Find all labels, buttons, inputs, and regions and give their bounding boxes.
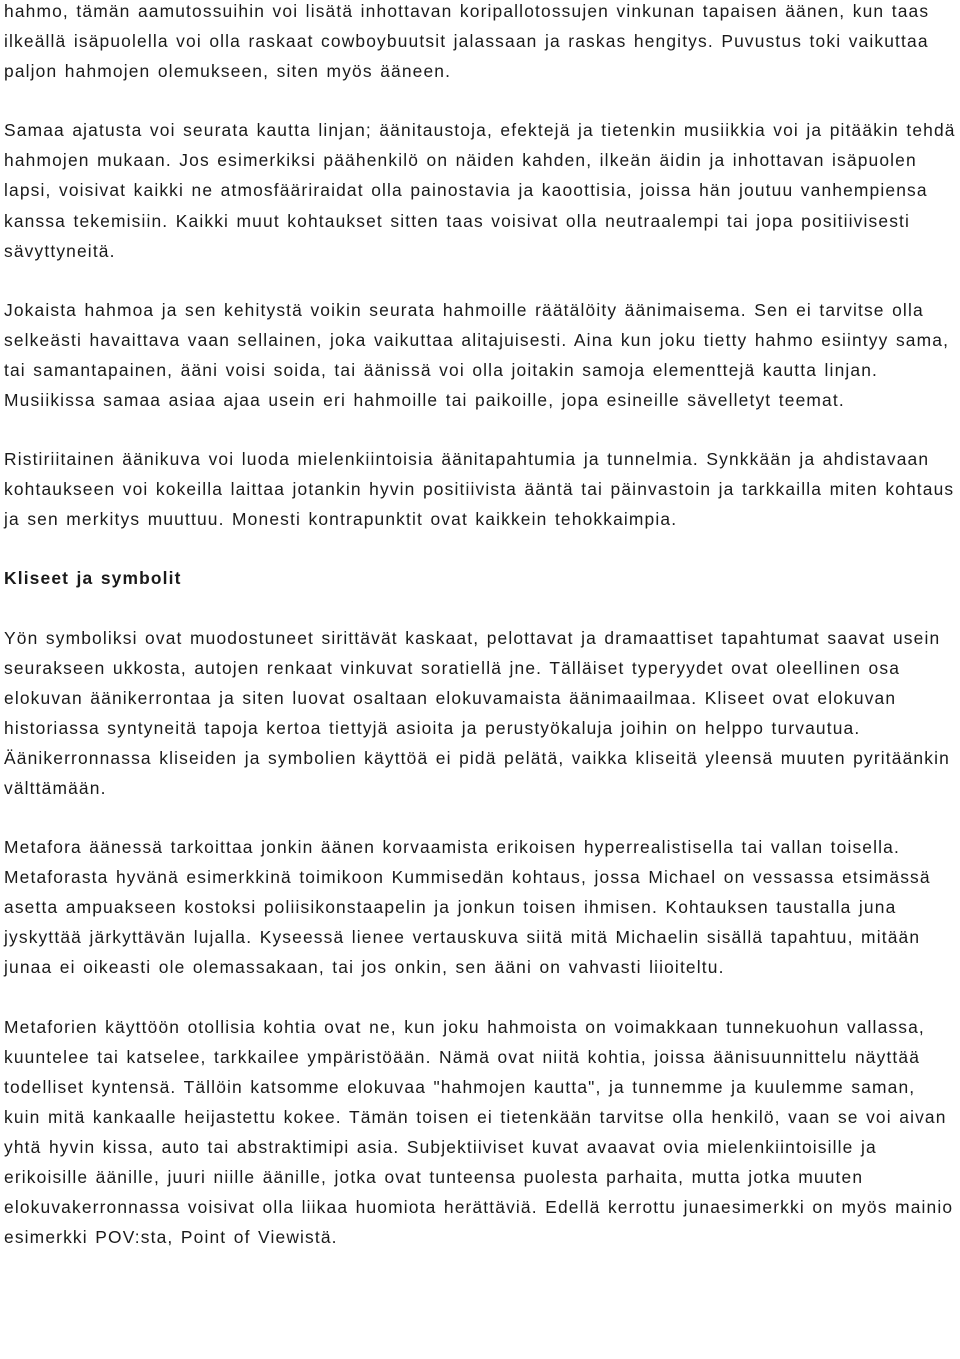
- paragraph-metaphor-usage: Metaforien käyttöön otollisia kohtia ovat ne, kun joku hahmoista on voimakkaan tunnekuohun vallassa, kuuntelee tai katselee, tarkkailee ympäristöään. Nämä ovat niitä kohtia, joissa äänisuunnittelu näyttää todelliset kyntensä. Tällöin katsomme elokuvaa "hahmojen kautta", ja tunnemme ja kuulemme saman, kuin mitä kankaalle heijastettu kokee. Tämän toisen ei tietenkään tarvitse olla henkilö, vaan se voi aivan yhtä hyvin kissa, auto tai abstraktimipi asia. Subjektiiviset kuvat avaavat ovia mielenkiintoisille ja erikoisille äänille, juuri niille äänille, jotka ovat tunteensa puolesta parhaita, mutta jotka muuten elokuvakerronnassa voisivat olla liikaa huomiota herättäviä. Edellä kerrottu junaesimerkki on myös mainio esimerkki POV:sta, Point of Viewistä.: [4, 1016, 954, 1248]
- paragraph-character-soundscape: Jokaista hahmoa ja sen kehitystä voikin seurata hahmoille räätälöity äänimaisema. Sen ei tarvitse olla selkeästi havaittava vaan sellainen, joka vaikuttaa alitajuisesti. Aina kun joku tietty hahmo esiintyy sama, tai samantapainen, ääni voisi soida, tai äänissä voi olla joitakin samoja elementtejä kautta linjan. Musiikissa samaa asiaa ajaa usein eri hahmoille tai paikoille, jopa esineille sävelletyt teemat.: [4, 299, 950, 411]
- document-page: [4, 0, 956, 1281]
- section-heading-cliches: Kliseet ja symbolit: [4, 568, 182, 589]
- paragraph-contrapuntal-sound: Ristiriitainen äänikuva voi luoda mielenkiintoisia äänitapahtumia ja tunnelmia. Synkkään ja ahdistavaan kohtaukseen voi kokeilla laittaa jotankin hyvin positiivista ääntä tai päinvastoin ja tarkkailla miten kohtaus ja sen merkitys muuttuu. Monesti kontrapunktit ovat kaikkein tehokkaimpia.: [4, 449, 955, 530]
- paragraph-metaphor: Metafora äänessä tarkoittaa jonkin äänen korvaamista erikoisen hyperrealistisella tai vallan toisella. Metaforasta hyvänä esimerkkinä toimikoon Kummisedän kohtaus, jossa Michael on vessassa etsimässä asetta ampuakseen kostoksi poliisikonstaapelin ja jonkun toisen ihmisen. Kohtauksen taustalla juna jyskyttää järkyttävän lujalla. Kyseessä lienee vertauskuva siitä mitä Michaelin sisällä tapahtuu, mitään junaa ei oikeasti ole olemassakaan, tai jos onkin, sen ääni on vahvasti liioiteltu.: [4, 837, 931, 978]
- paragraph-character-atmosphere: Samaa ajatusta voi seurata kautta linjan; äänitaustoja, efektejä ja tietenkin musiikkia voi ja pitääkin tehdä hahmojen mukaan. Jos esimerkiksi päähenkilö on näiden kahden, ilkeän äidin ja inhottavan isäpuolen lapsi, voisivat kaikki ne atmosfääriraidat olla painostavia ja kaoottisia, joissa hän joutuu vanhempiensa kanssa tekemisiin. Kaikki muut kohtaukset sitten taas voisivat olla neutraalempi tai jopa positiivisesti sävyttyneitä.: [4, 120, 956, 261]
- paragraph-cliches: Yön symboliksi ovat muodostuneet sirittävät kaskaat, pelottavat ja dramaattiset tapahtumat saavat usein seurakseen ukkosta, autojen renkaat vinkuvat soratiellä jne. Tälläiset typeryydet ovat oleellinen osa elokuvan äänikerrontaa ja siten luovat osaltaan elokuvamaista äänimaailmaa. Kliseet ovat elokuvan historiassa syntyneitä tapoja kertoa tiettyjä asioita ja perustyökaluja joihin on helppo turvautua. Äänikerronnassa kliseiden ja symbolien käyttöä ei pidä pelätä, vaikka kliseitä yleensä muuten pyritäänkin välttämään.: [4, 627, 950, 798]
- paragraph-costume-sound: hahmo, tämän aamutossuihin voi lisätä inhottavan koripallotossujen vinkunan tapaisen äänen, kun taas ilkeällä isäpuolella voi olla raskaat cowboybuutsit jalassaan ja raskas hengitys. Puvustus toki vaikuttaa paljon hahmojen olemukseen, siten myös ääneen.: [4, 1, 930, 82]
